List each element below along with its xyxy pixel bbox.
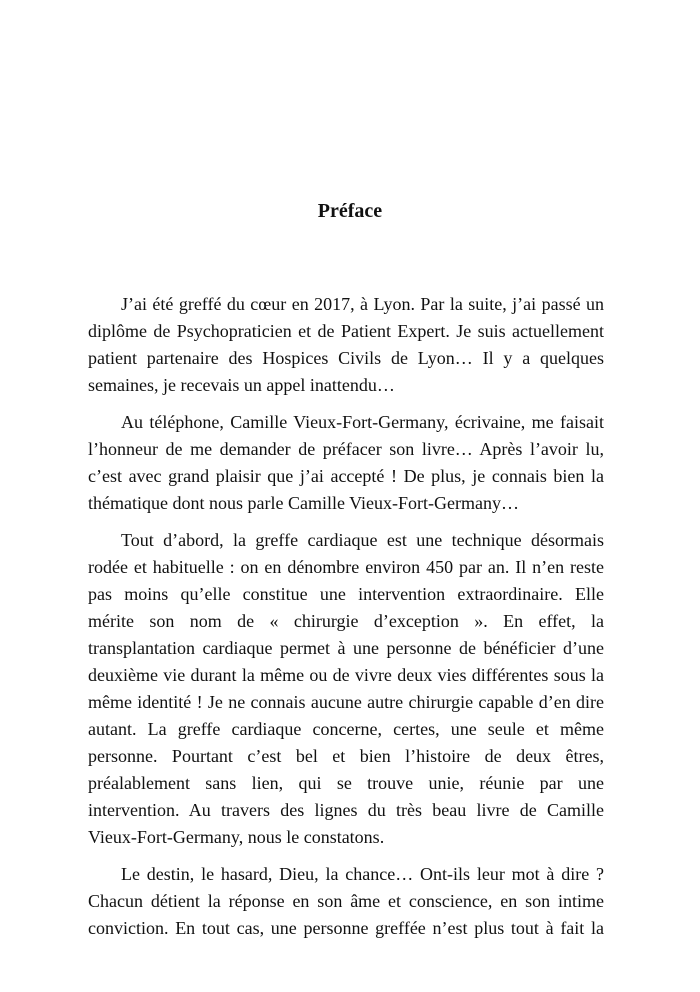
text-line: conviction. En tout cas, une personne greffée n’est plus tout à fait la bbox=[88, 918, 604, 938]
text-line: semaines, je recevais un appel inattendu… bbox=[88, 375, 395, 395]
text-line: Tout d’abord, la greffe cardiaque est une technique désormais bbox=[121, 530, 604, 550]
text-line: c’est avec grand plaisir que j’ai accepté ! De plus, je connais bien la bbox=[88, 466, 604, 486]
text-line: Au téléphone, Camille Vieux-Fort-Germany, écrivaine, me faisait bbox=[121, 412, 604, 432]
text-line: Le destin, le hasard, Dieu, la chance… Ont-ils leur mot à dire ? bbox=[121, 864, 604, 884]
page-title: Préface bbox=[317, 200, 383, 222]
text-line: deuxième vie durant la même ou de vivre deux vies différentes sous la bbox=[88, 665, 604, 685]
paragraph bbox=[88, 409, 604, 517]
text-line: même identité ! Je ne connais aucune autre chirurgie capable d’en dire bbox=[88, 692, 604, 712]
text-line: autant. La greffe cardiaque concerne, certes, une seule et même bbox=[88, 719, 604, 739]
text-line: J’ai été greffé du cœur en 2017, à Lyon. Par la suite, j’ai passé un bbox=[121, 294, 604, 314]
text-line: diplôme de Psychopraticien et de Patient Expert. Je suis actuellement bbox=[88, 321, 604, 341]
text-line: Vieux-Fort-Germany, nous le constatons. bbox=[88, 827, 385, 847]
text-line: préalablement sans lien, qui se trouve unie, réunie par une bbox=[88, 773, 604, 793]
text-line: personne. Pourtant c’est bel et bien l’histoire de deux êtres, bbox=[88, 746, 604, 766]
text-line: Chacun détient la réponse en son âme et conscience, en son intime bbox=[88, 891, 604, 911]
text-line: l’honneur de me demander de préfacer son livre… Après l’avoir lu, bbox=[88, 439, 604, 459]
text-line: mérite son nom de « chirurgie d’exception ». En effet, la bbox=[88, 611, 604, 631]
paragraph bbox=[88, 861, 604, 942]
preface-body bbox=[88, 291, 604, 952]
text-line: intervention. Au travers des lignes du très beau livre de Camille bbox=[88, 800, 604, 820]
paragraph bbox=[88, 527, 604, 851]
text-line: pas moins qu’elle constitue une intervention extraordinaire. Elle bbox=[88, 584, 604, 604]
paragraph bbox=[88, 291, 604, 399]
text-line: patient partenaire des Hospices Civils de Lyon… Il y a quelques bbox=[88, 348, 604, 368]
text-line: thématique dont nous parle Camille Vieux-Fort-Germany… bbox=[88, 493, 519, 513]
text-line: transplantation cardiaque permet à une personne de bénéficier d’une bbox=[88, 638, 604, 658]
text-line: rodée et habituelle : on en dénombre environ 450 par an. Il n’en reste bbox=[88, 557, 604, 577]
